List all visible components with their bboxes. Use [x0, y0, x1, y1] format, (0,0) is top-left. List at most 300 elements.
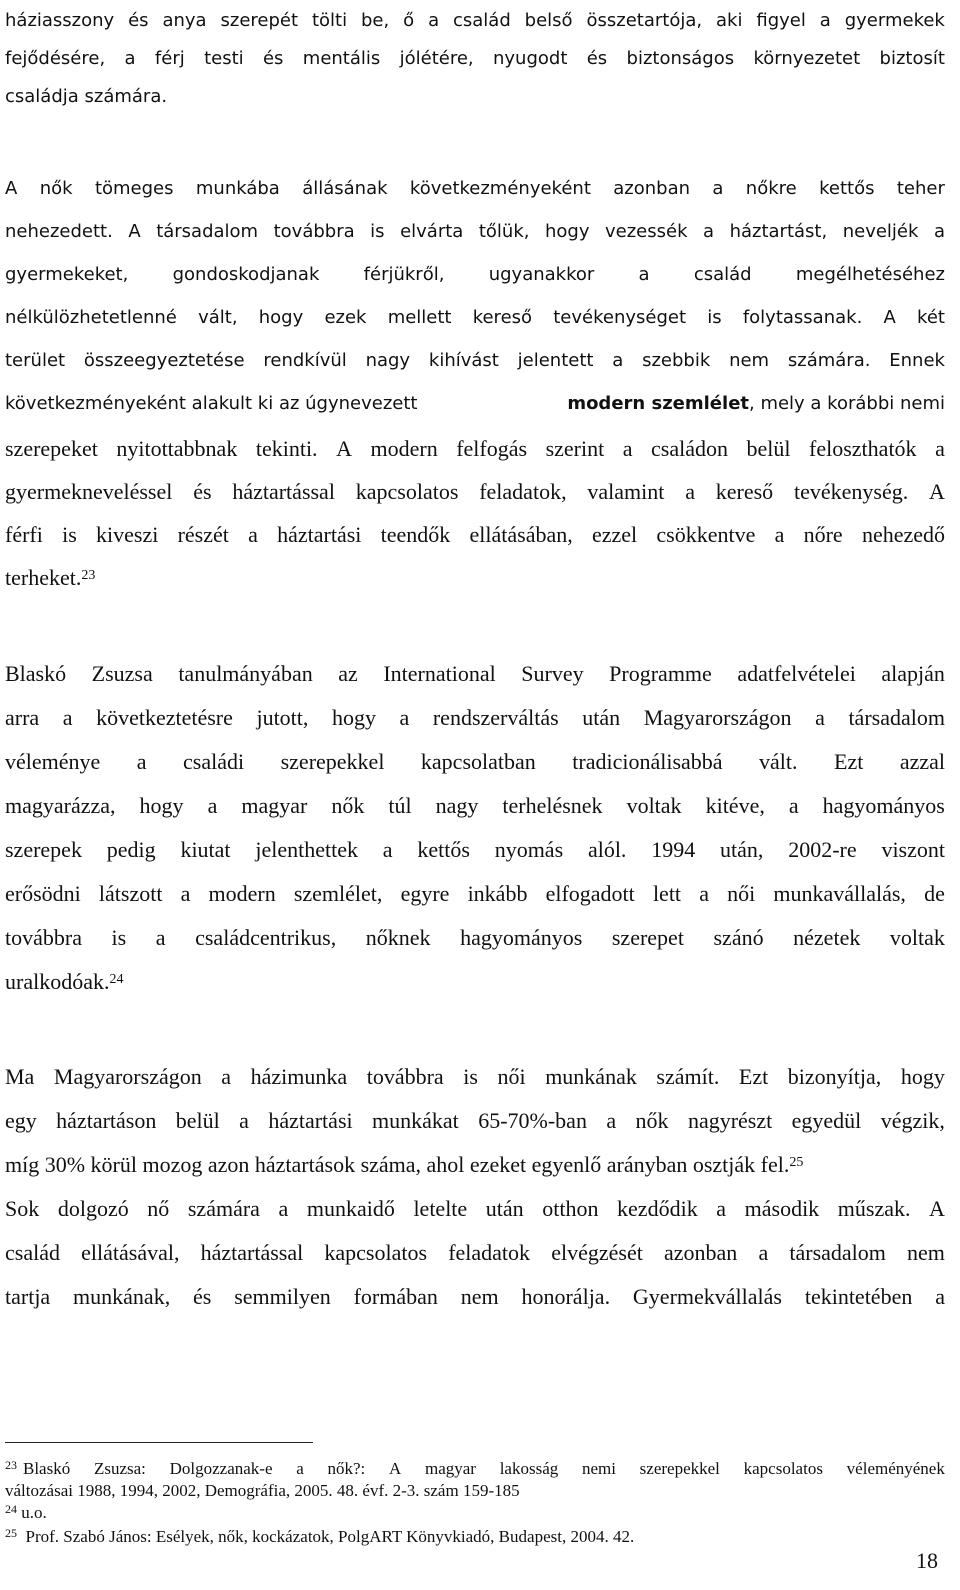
word: Sok — [5, 1196, 40, 1221]
word: egyre — [400, 881, 450, 906]
word: folytassanak. — [742, 307, 863, 328]
word: modern — [370, 436, 438, 461]
word: nagy — [435, 793, 479, 818]
footnote-number: 23 — [5, 1458, 17, 1472]
word: feladatok — [448, 1240, 531, 1265]
word: tömeges — [94, 178, 174, 199]
word: tevékenység. — [794, 479, 909, 504]
word: teher — [896, 178, 945, 199]
footnote-25 — [5, 1526, 945, 1548]
word: ugyanakkor — [488, 264, 595, 285]
word: kiutat — [180, 837, 231, 862]
word: Magyarországon — [53, 1064, 202, 1089]
word: A — [929, 1196, 945, 1221]
word: csökkentve — [656, 522, 756, 547]
word: a — [221, 1064, 232, 1089]
paragraph-2-line-5 — [5, 342, 945, 382]
word: valamint — [587, 479, 665, 504]
paragraph-4-line-4 — [5, 1188, 945, 1228]
paragraph-4-line-5 — [5, 1232, 945, 1272]
word: magyar — [424, 1459, 476, 1478]
word: a — [399, 705, 410, 730]
word: hogy — [139, 793, 184, 818]
word: ellátásával, — [81, 1240, 180, 1265]
word: aki — [716, 10, 743, 31]
word: és — [262, 48, 284, 69]
line-6-start: következményeként alakult ki az úgynevezett — [5, 393, 418, 414]
word: tevékenységet — [553, 307, 687, 328]
word: nőre — [803, 522, 843, 547]
word: kereső — [472, 307, 533, 328]
word: részét — [177, 522, 229, 547]
word: terület — [5, 350, 66, 371]
word: háziasszony — [5, 10, 115, 31]
word: kettős — [819, 178, 875, 199]
word: női — [727, 881, 756, 906]
word: kapcsolatos — [355, 479, 459, 504]
word: férjükről, — [363, 264, 445, 285]
word: gyermekneveléssel — [5, 479, 173, 504]
word: véleményének — [846, 1459, 945, 1478]
word: látszott — [98, 881, 163, 906]
word: társadalom — [156, 221, 259, 242]
paragraph-1-line-1 — [5, 2, 945, 42]
word — [5, 1458, 70, 1480]
word: és — [193, 479, 212, 504]
word: nők?: — [327, 1459, 366, 1478]
word: Ezt — [738, 1064, 769, 1089]
word: megélhetéséhez — [795, 264, 945, 285]
word: nyitottabbnak — [116, 436, 238, 461]
word: egyedül — [791, 1108, 862, 1133]
word: kapcsolatos — [324, 1240, 428, 1265]
word: kitéve, — [705, 793, 765, 818]
word: voltak — [626, 793, 682, 818]
word: jelenthettek — [255, 837, 358, 862]
word: magyar — [241, 793, 308, 818]
word: hogy — [900, 1064, 945, 1089]
word: vált, — [198, 307, 238, 328]
word: a — [788, 793, 799, 818]
word: háztartással — [232, 479, 335, 504]
word: a — [774, 522, 785, 547]
word: a — [296, 1459, 304, 1478]
word: testi — [204, 48, 244, 69]
word: család — [693, 264, 752, 285]
paragraph-2-line-3 — [5, 256, 945, 296]
word: a — [278, 1196, 289, 1221]
word: belül — [175, 1108, 220, 1133]
word: továbbra — [273, 221, 355, 242]
word: inkább — [467, 881, 528, 906]
word: tanulmányában — [178, 661, 313, 686]
word: gondoskodjanak — [172, 264, 320, 285]
page-number: 18 — [916, 1548, 938, 1573]
word: biztosít — [879, 48, 945, 69]
word: alól. — [587, 837, 627, 862]
word: is — [62, 522, 77, 547]
word: tölti — [311, 10, 348, 31]
word: nők — [331, 793, 365, 818]
word: pedig — [106, 837, 156, 862]
word: lett — [652, 881, 682, 906]
paragraph-3-line-5 — [5, 829, 945, 869]
word: a — [703, 221, 715, 242]
word: a — [124, 48, 136, 69]
word: kihívást — [428, 350, 499, 371]
word: háztartási — [268, 1108, 353, 1133]
word: feladatok, — [479, 479, 567, 504]
word: a — [428, 10, 440, 31]
word: túl — [388, 793, 412, 818]
word: A — [388, 1459, 402, 1478]
word: nagy — [365, 350, 411, 371]
word: azonban — [663, 1240, 738, 1265]
word: szerepekkel — [639, 1459, 720, 1478]
word-text: Blaskó — [23, 1459, 71, 1478]
word: teendők — [380, 522, 451, 547]
word: a — [716, 1196, 727, 1221]
bold-term: modern szemlélet — [567, 393, 749, 414]
line-6-after: , mely a korábbi nemi — [749, 393, 945, 414]
footnote-24-number: 24 — [5, 1502, 17, 1516]
word: Ennek — [889, 350, 945, 371]
word: férfi — [5, 522, 43, 547]
word: nők — [635, 1108, 669, 1133]
word: elvárta — [400, 221, 464, 242]
word: Gyermekvállalás — [632, 1284, 782, 1309]
word: gyermekek — [844, 10, 945, 31]
word: arra — [5, 705, 40, 730]
paragraph-2-line-9 — [5, 514, 945, 554]
word: tradicionálisabbá — [572, 749, 723, 774]
word: vezessék — [605, 221, 688, 242]
word: és — [193, 1284, 212, 1309]
footnote-25-text: Prof. Szabó János: Esélyek, nők, kockázatok, PolgART Könyvkiadó, Budapest, 2004. 42. — [25, 1527, 635, 1546]
word: a — [606, 1108, 617, 1133]
word: elvégzését — [551, 1240, 643, 1265]
word: a — [382, 837, 393, 862]
word: a — [62, 705, 73, 730]
word: a — [136, 749, 147, 774]
word: tartja — [5, 1284, 51, 1309]
paragraph-2-line-6 — [5, 385, 945, 425]
word: társadalom — [848, 705, 945, 730]
word: két — [917, 307, 945, 328]
word: a — [935, 436, 945, 461]
word: háztartáson — [56, 1108, 157, 1133]
word: mellett — [387, 307, 452, 328]
paragraph-2-line-2 — [5, 213, 945, 253]
word: kereső — [715, 479, 774, 504]
word: tekinti. — [255, 436, 318, 461]
word: 65-70%-ban — [478, 1108, 587, 1133]
word: nőkre — [745, 178, 797, 199]
word: feloszthatók — [809, 436, 917, 461]
word: Magyarországon — [643, 705, 792, 730]
word: szerepet — [611, 925, 684, 950]
word: A — [883, 307, 896, 328]
line-6-rest — [567, 385, 945, 425]
paragraph-3-line-7 — [5, 917, 945, 957]
word: nő — [147, 1196, 170, 1221]
word: szánó — [713, 925, 764, 950]
word: formában — [353, 1284, 438, 1309]
paragraph-2-line-8 — [5, 471, 945, 511]
word: Ezt — [834, 749, 864, 774]
word: belső — [524, 10, 573, 31]
word: is — [707, 307, 722, 328]
word: állásának — [302, 178, 388, 199]
word: kettős — [417, 837, 470, 862]
word: A — [929, 479, 945, 504]
word: a — [622, 436, 633, 461]
word: nehezedő — [861, 522, 945, 547]
word: nehezedett. — [5, 221, 113, 242]
word: adatfelvételei — [737, 661, 856, 686]
word: szerepét — [220, 10, 299, 31]
paragraph-3-line-6 — [5, 873, 945, 913]
word: viszont — [881, 837, 945, 862]
word: jelentett — [517, 350, 594, 371]
word: szerint — [545, 436, 605, 461]
word: ezek — [324, 307, 367, 328]
word: A — [336, 436, 352, 461]
word: és — [586, 48, 608, 69]
word: szebbik — [642, 350, 711, 371]
word: a — [933, 221, 945, 242]
word: után — [582, 705, 621, 730]
word: hogy — [258, 307, 304, 328]
word: Programme — [609, 661, 712, 686]
word: nélkülözhetetlenné — [5, 307, 177, 328]
word: honorálja. — [521, 1284, 611, 1309]
footnote-23-line-1 — [5, 1458, 945, 1480]
word: elfogadott — [545, 881, 635, 906]
word: nagyrészt — [687, 1108, 773, 1133]
word: családon — [651, 436, 728, 461]
footnote-24-text: u.o. — [21, 1503, 47, 1522]
paragraph-2-line-1 — [5, 170, 945, 210]
word: lakosság — [499, 1459, 559, 1478]
word: Blaskó — [5, 661, 67, 686]
word: a — [935, 1284, 945, 1309]
word: továbbra — [5, 925, 82, 950]
word: a — [638, 264, 650, 285]
word: letelte — [413, 1196, 468, 1221]
word: munkának, — [73, 1284, 171, 1309]
word: a — [207, 793, 218, 818]
word: a — [815, 705, 825, 730]
word: számára — [187, 1196, 260, 1221]
word: ezzel — [592, 522, 638, 547]
paragraph-3-line-3 — [5, 741, 945, 781]
word: szemlélet, — [293, 881, 383, 906]
word: munkába — [195, 178, 280, 199]
word: a — [180, 881, 191, 906]
word: egy — [5, 1108, 37, 1133]
word: neveljék — [842, 221, 919, 242]
word: rendkívül — [263, 350, 347, 371]
word: és — [128, 10, 149, 31]
word: család — [5, 1240, 60, 1265]
word: alapján — [881, 661, 945, 686]
word: 2002-re — [788, 837, 857, 862]
paragraph-3-last-text: uralkodóak. — [5, 969, 110, 994]
footnote-ref-24: 24 — [109, 972, 124, 987]
word: nem — [729, 350, 770, 371]
word: modern — [208, 881, 276, 906]
word: következtetésre — [96, 705, 233, 730]
footnote-25-number: 25 — [5, 1526, 17, 1540]
paragraph-4-line-1 — [5, 1056, 945, 1096]
word: környezetet — [753, 48, 861, 69]
paragraph-4-line-2 — [5, 1100, 945, 1140]
word: voltak — [889, 925, 945, 950]
word: A — [128, 221, 141, 242]
word: munkaidő — [306, 1196, 395, 1221]
word: az — [338, 661, 358, 686]
word: nyomás — [494, 837, 564, 862]
word: is — [111, 925, 127, 950]
word: tőlük, — [478, 221, 530, 242]
word: összetartója, — [586, 10, 703, 31]
word: nem — [460, 1284, 499, 1309]
word: A — [5, 178, 18, 199]
word: összeegyeztetése — [83, 350, 245, 371]
paragraph-1-line-3: családja számára. — [5, 86, 168, 107]
word: hogy — [544, 221, 590, 242]
word: jólétére, — [399, 48, 474, 69]
word: is — [463, 1064, 478, 1089]
word: szerepek — [5, 837, 82, 862]
word: erősödni — [5, 881, 81, 906]
word: anya — [162, 10, 207, 31]
word: a — [239, 1108, 249, 1133]
word: munkákat — [372, 1108, 459, 1133]
word: nők — [39, 178, 73, 199]
word: a — [712, 178, 724, 199]
word: után — [485, 1196, 524, 1221]
paragraph-2-line-7 — [5, 428, 945, 468]
word: háztartással — [200, 1240, 304, 1265]
word: 1994 — [651, 837, 696, 862]
word: után, — [720, 837, 764, 862]
word: mentális — [302, 48, 381, 69]
word: társadalom — [789, 1240, 886, 1265]
word: végzik, — [880, 1108, 945, 1133]
word: Zsuzsa — [91, 661, 153, 686]
word: hagyományos — [460, 925, 583, 950]
paragraph-4-line-3 — [5, 1144, 945, 1184]
word: háztartási — [277, 522, 362, 547]
word: műszak. — [837, 1196, 911, 1221]
word: továbbra — [366, 1064, 444, 1089]
word: belül — [746, 436, 791, 461]
word: Ma — [5, 1064, 35, 1089]
word: kezdődik — [617, 1196, 698, 1221]
word: szerepekkel — [280, 749, 385, 774]
word: International — [383, 661, 496, 686]
paragraph-1-line-2 — [5, 40, 945, 80]
word: semmilyen — [234, 1284, 331, 1309]
word: következményeként — [409, 178, 591, 199]
word: ellátásában, — [469, 522, 573, 547]
word: vált. — [759, 749, 798, 774]
word: a — [819, 10, 831, 31]
word: kapcsolatban — [420, 749, 536, 774]
footnote-23-line-2: változásai 1988, 1994, 2002, Demográfia, 2005. 48. évf. 2-3. szám 159-185 — [5, 1481, 520, 1500]
word: bizonyítja, — [787, 1064, 882, 1089]
paragraph-3-line-8 — [5, 961, 945, 1001]
paragraph-4-line-6 — [5, 1276, 945, 1316]
word: nyugodt — [492, 48, 568, 69]
word: azzal — [899, 749, 945, 774]
word: háztartást, — [729, 221, 828, 242]
paragraph-3-line-1 — [5, 653, 945, 693]
paragraph-3-line-2 — [5, 697, 945, 737]
word: a — [612, 350, 624, 371]
word: hagyományos — [822, 793, 945, 818]
word: Survey — [521, 661, 584, 686]
word: számára. — [787, 350, 871, 371]
word: a — [685, 479, 695, 504]
word: nemi — [581, 1459, 616, 1478]
word: a — [248, 522, 258, 547]
word: is — [370, 221, 385, 242]
word: női — [497, 1064, 526, 1089]
word: szerepeket — [5, 436, 98, 461]
footnote-ref-25: 25 — [789, 1155, 804, 1170]
word: a — [758, 1240, 769, 1265]
line-10-text: terheket. — [5, 565, 82, 590]
word: terhelésnek — [502, 793, 603, 818]
word: nézetek — [793, 925, 861, 950]
word: munkavállalás, — [773, 881, 906, 906]
word: azonban — [613, 178, 691, 199]
word: a — [155, 925, 166, 950]
word: gyermekeket, — [5, 264, 129, 285]
word: második — [744, 1196, 820, 1221]
word: magyarázza, — [5, 793, 116, 818]
word: Dolgozzanak-e — [169, 1459, 273, 1478]
paragraph-3-line-4 — [5, 785, 945, 825]
word: férj — [154, 48, 185, 69]
word: nőknek — [365, 925, 431, 950]
word: kiveszi — [96, 522, 159, 547]
paragraph-2-line-4 — [5, 299, 945, 339]
footnote-ref-23: 23 — [81, 568, 96, 583]
word: figyel — [756, 10, 806, 31]
word: nem — [907, 1240, 945, 1265]
word: véleménye — [5, 749, 101, 774]
word: ő — [403, 10, 415, 31]
word: Zsuzsa: — [93, 1459, 146, 1478]
word: felfogás — [456, 436, 528, 461]
paragraph-2-line-10 — [5, 557, 945, 597]
word: házimunka — [250, 1064, 348, 1089]
word: munkának — [545, 1064, 637, 1089]
paragraph-4-line-3-text: míg 30% körül mozog azon háztartások száma, ahol ezeket egyenlő arányban osztják fel. — [5, 1152, 790, 1177]
word: rendszerváltás — [432, 705, 559, 730]
footnote-separator — [5, 1442, 313, 1443]
word: család — [453, 10, 511, 31]
word: be, — [361, 10, 390, 31]
word: fejődésére, — [5, 48, 106, 69]
footnote-24 — [5, 1502, 945, 1524]
word: tekintetében — [804, 1284, 913, 1309]
word: biztonságos — [626, 48, 735, 69]
